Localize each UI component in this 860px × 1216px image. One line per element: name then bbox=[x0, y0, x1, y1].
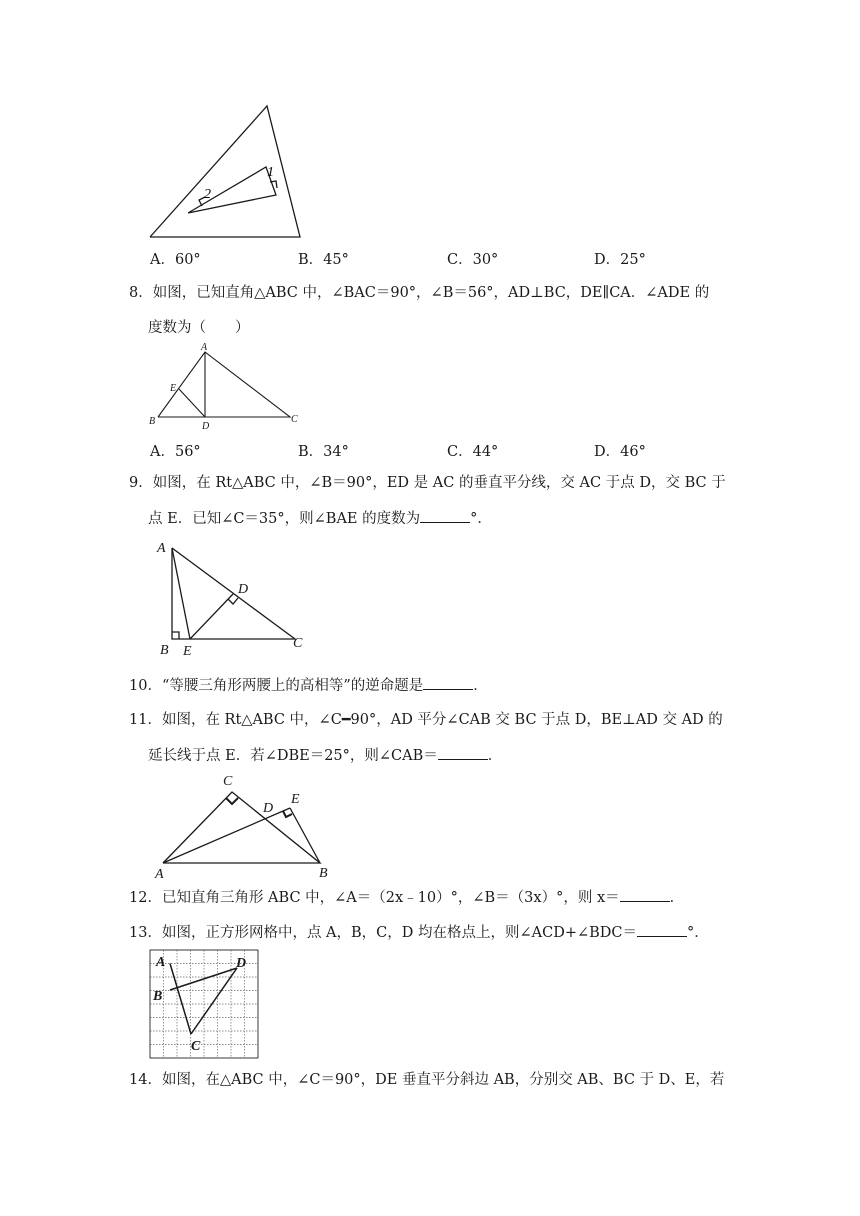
q11-segment-be bbox=[290, 808, 320, 863]
q11-figure bbox=[145, 770, 345, 880]
q7-option-a: A．60° bbox=[150, 252, 201, 268]
q9-segment-ed bbox=[190, 594, 233, 639]
q7-outer-triangle bbox=[150, 106, 300, 237]
q11-line2-end: ． bbox=[487, 748, 503, 764]
q11-label-c: C bbox=[223, 774, 233, 789]
q9-label-c: C bbox=[293, 636, 303, 651]
q7-option-d: D．25° bbox=[594, 252, 646, 268]
q13-question bbox=[129, 922, 709, 943]
q9-triangle bbox=[172, 548, 295, 639]
q10-answer-blank[interactable] bbox=[423, 675, 473, 690]
q8-option-b: B．34° bbox=[298, 444, 349, 460]
q10-text: 10．“等腰三角形两腰上的高相等”的逆命题是 bbox=[129, 678, 424, 694]
q13-answer-blank[interactable] bbox=[637, 922, 687, 937]
q12-end: ． bbox=[669, 890, 685, 906]
q11-right-angle-c bbox=[226, 798, 238, 804]
q7-option-c: C．30° bbox=[447, 252, 499, 268]
q8-label-c: C bbox=[291, 414, 298, 425]
q9-label-d: D bbox=[238, 582, 249, 597]
q13-label-c: C bbox=[191, 1039, 201, 1054]
q7-inner-triangle bbox=[188, 167, 276, 213]
q9-label-a: A bbox=[157, 541, 166, 556]
q13-label-d: D bbox=[236, 956, 247, 971]
q7-figure bbox=[140, 100, 310, 245]
q13-figure bbox=[148, 948, 263, 1060]
q8-option-d: D．46° bbox=[594, 444, 646, 460]
q8-question-line1: 8．如图，已知直角△ABC 中，∠BAC＝90°，∠B＝56°，AD⊥BC，DE∥CA．∠ADE 的 bbox=[129, 285, 710, 301]
q9-question-line1: 9．如图，在 Rt△ABC 中，∠B＝90°，ED 是 AC 的垂直平分线，交 AC 于点 D，交 BC 于 bbox=[129, 475, 726, 491]
q9-line2-end: °． bbox=[470, 511, 492, 527]
q12-question bbox=[129, 887, 684, 908]
q13-segment-ac bbox=[170, 964, 191, 1035]
q8-triangle bbox=[158, 352, 290, 417]
q11-segment-ae bbox=[163, 808, 290, 863]
q8-figure bbox=[145, 340, 305, 430]
q9-line2-text: 点 E．已知∠C＝35°，则∠BAE 的度数为 bbox=[148, 511, 421, 527]
q13-segment-cd bbox=[191, 968, 237, 1034]
q9-answer-blank[interactable] bbox=[420, 508, 470, 523]
q13-label-a: A bbox=[156, 955, 166, 970]
q11-right-angle-e bbox=[283, 811, 292, 817]
q8-label-e: E bbox=[170, 383, 177, 394]
q9-right-angle-d bbox=[228, 598, 238, 604]
q8-segment-de bbox=[179, 389, 205, 417]
q8-label-d: D bbox=[202, 421, 210, 430]
q8-question-line2: 度数为（ ） bbox=[148, 320, 250, 336]
q8-option-a: A．56° bbox=[150, 444, 201, 460]
q9-figure bbox=[152, 537, 312, 662]
q10-end: ． bbox=[473, 678, 488, 694]
q11-question-line1: 11．如图，在 Rt△ABC 中，∠C━90°，AD 平分∠CAB 交 BC 于点 D，BE⊥AD 交 AD 的 bbox=[129, 712, 723, 728]
q13-text: 13．如图，正方形网格中，点 A，B，C，D 均在格点上，则∠ACD+∠BDC＝ bbox=[129, 925, 638, 941]
q13-label-b: B bbox=[153, 989, 163, 1004]
q12-text: 12．已知直角三角形 ABC 中，∠A＝（2x﹣10）°，∠B＝（3x）°，则 x＝ bbox=[129, 890, 620, 906]
q11-answer-blank[interactable] bbox=[438, 745, 488, 760]
q11-label-b: B bbox=[319, 866, 328, 880]
q7-option-b: B．45° bbox=[298, 252, 349, 268]
q11-question-line2 bbox=[148, 745, 502, 766]
q9-label-b: B bbox=[160, 643, 169, 658]
q8-option-c: C．44° bbox=[447, 444, 499, 460]
q13-segment-bd bbox=[170, 968, 237, 990]
q11-line2-text: 延长线于点 E．若∠DBE＝25°，则∠CAB＝ bbox=[148, 748, 438, 764]
q12-answer-blank[interactable] bbox=[620, 887, 670, 902]
q13-end: °． bbox=[687, 925, 709, 941]
q10-question bbox=[129, 675, 488, 696]
q9-segment-ae bbox=[172, 548, 190, 639]
q9-label-e: E bbox=[183, 644, 192, 659]
q11-label-e: E bbox=[291, 792, 300, 807]
q7-label-2: 2 bbox=[204, 187, 211, 202]
q11-label-d: D bbox=[263, 801, 274, 816]
q8-label-b: B bbox=[149, 416, 156, 427]
q9-right-angle-b bbox=[172, 632, 179, 639]
q7-label-1: 1 bbox=[267, 165, 274, 180]
q14-question-line1: 14．如图，在△ABC 中，∠C＝90°，DE 垂直平分斜边 AB，分别交 AB、BC 于 D、E，若 bbox=[129, 1072, 725, 1088]
q11-label-a: A bbox=[155, 867, 164, 880]
q9-question-line2 bbox=[148, 508, 492, 529]
q8-label-a: A bbox=[201, 342, 208, 353]
